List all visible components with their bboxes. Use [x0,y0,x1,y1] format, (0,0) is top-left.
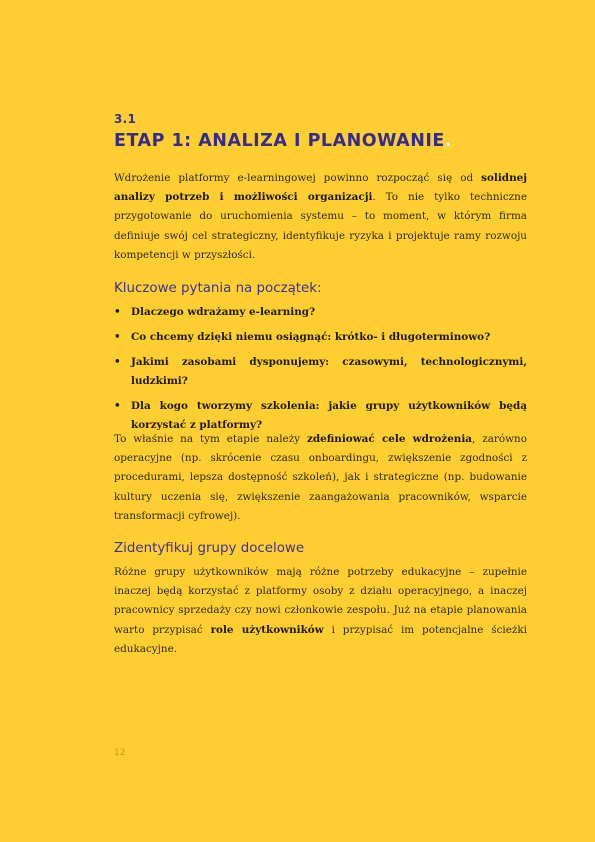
title-dot: . [444,131,452,151]
bullet-icon: • [114,400,121,412]
groups-paragraph [114,563,527,659]
goals-text-1: To właśnie na tym etapie należy [114,433,307,445]
intro-text-1: Wdrożenie platformy e-learningowej powinno rozpocząć się od [114,172,482,184]
questions-heading: Kluczowe pytania na początek: [114,281,322,296]
question-text: Jakimi zasobami dysponujemy: czasowymi, technologicznymi, ludzkimi? [131,356,527,387]
questions-list [114,303,527,441]
list-item [114,353,527,391]
groups-heading: Zidentyfikuj grupy docelowe [114,541,305,556]
goals-bold: zdefiniować cele wdrożenia [306,433,473,445]
question-text: Dlaczego wdrażamy e-learning? [131,306,316,318]
question-text: Dla kogo tworzymy szkolenia: jakie grupy użytkowników będą korzystać z platformy? [131,400,527,431]
section-title-text: ETAP 1: ANALIZA I PLANOWANIE [114,131,445,151]
section-title [114,131,544,151]
bullet-icon: • [114,331,121,343]
page-number: 12 [114,748,126,758]
list-item [114,303,527,322]
bullet-icon: • [114,306,121,318]
goals-paragraph [114,430,527,526]
question-text: Co chcemy dzięki niemu osiągnąć: krótko- i długoterminowo? [131,331,491,343]
intro-text-2: . To nie tylko techniczne przygotowanie do uruchomienia systemu – to moment, w którym firma definiuje swój cel strategiczny, identyfikuje ryzyka i projektuje ramy rozwoju kompetencji w przyszłości. [114,191,527,261]
intro-paragraph [114,169,527,265]
list-item [114,328,527,347]
groups-bold: role użytkowników [210,623,324,636]
groups-text-2: i przypisać im potencjalne ścieżki edukacyjne. [114,623,527,655]
bullet-icon: • [114,356,121,368]
intro-bold: solidnej analizy potrzeb i możliwości organizacji [114,172,527,204]
goals-text-2: , zarówno operacyjne (np. skrócenie czasu onboardingu, zwiększenie zgodności z procedurami, lepsza dostępność szkoleń), jak i strategiczne (np. budowanie kultury uczenia się, zwiększenie zaangażowania pracowników, wsparcie transformacji cyfrowej). [114,433,527,522]
groups-text-1: Różne grupy użytkowników mają różne potrzeby edukacyjne – zupełnie inaczej będą korzystać z platformy osoby z działu operacyjnego, a inaczej pracownicy sprzedaży czy nowi członkowie zespołu. Już na etapie planowania warto przypisać [114,566,527,636]
section-number: 3.1 [114,112,137,126]
